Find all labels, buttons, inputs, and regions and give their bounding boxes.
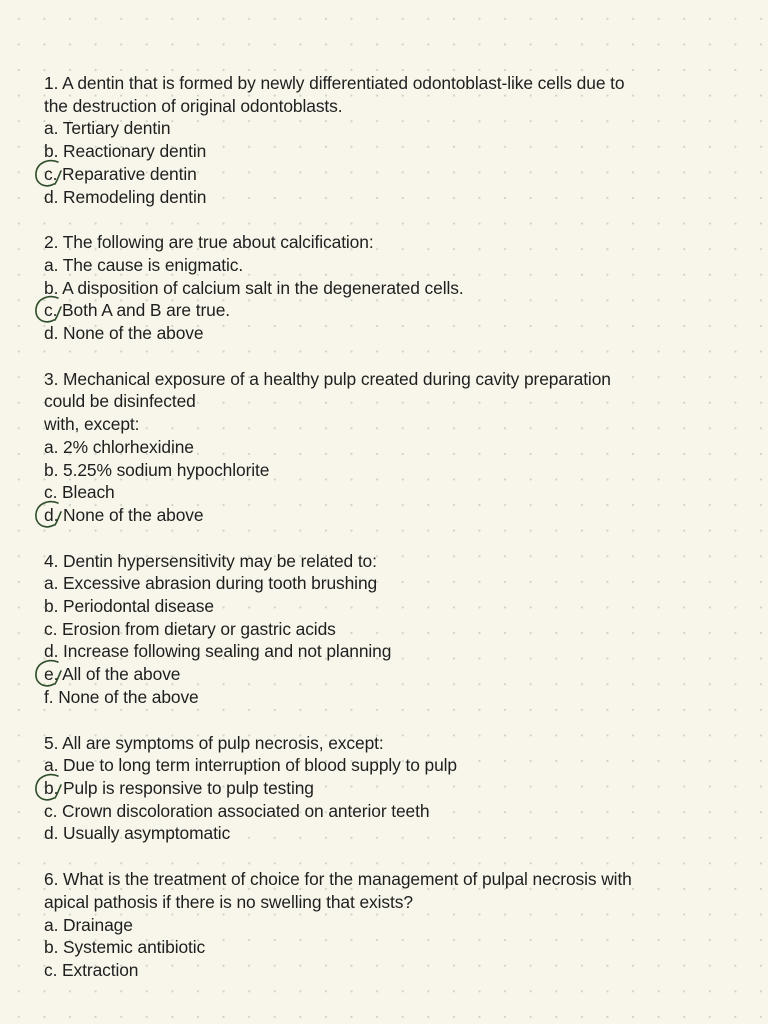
- answer-option-text: d. None of the above: [44, 504, 204, 525]
- answer-option-text: b. Reactionary dentin: [44, 141, 207, 162]
- question-1: [44, 72, 724, 208]
- answer-option-d: [44, 640, 724, 663]
- question-3: [44, 368, 724, 527]
- answer-option-c: [44, 163, 724, 186]
- answer-option-text: c. Both A and B are true.: [44, 300, 231, 321]
- question-stem-line: apical pathosis if there is no swelling that exists?: [44, 891, 413, 912]
- answer-option-c: [44, 481, 724, 504]
- answer-option-a: [44, 914, 724, 937]
- answer-option-b: [44, 140, 724, 163]
- answer-option-b: [44, 777, 724, 800]
- answer-option-c: [44, 618, 724, 641]
- answer-option-text: b. 5.25% sodium hypochlorite: [44, 459, 270, 480]
- answer-option-d: [44, 822, 724, 845]
- answer-option-b: [44, 459, 724, 482]
- answer-option-text: d. Increase following sealing and not planning: [44, 641, 392, 662]
- answer-option-text: c. Erosion from dietary or gastric acids: [44, 618, 336, 639]
- answer-option-a: [44, 572, 724, 595]
- answer-option-text: c. Crown discoloration associated on anterior teeth: [44, 800, 430, 821]
- answer-option-b: [44, 277, 724, 300]
- answer-option-c: [44, 959, 724, 982]
- answer-option-a: [44, 254, 724, 277]
- answer-option-a: [44, 754, 724, 777]
- answer-option-text: d. Remodeling dentin: [44, 186, 207, 207]
- answer-option-text: d. None of the above: [44, 323, 204, 344]
- answer-option-text: f. None of the above: [44, 686, 199, 707]
- question-stem-line: 3. Mechanical exposure of a healthy pulp created during cavity preparation: [44, 368, 611, 389]
- answer-option-a: [44, 436, 724, 459]
- answer-option-text: e. All of the above: [44, 664, 181, 685]
- question-6: [44, 868, 724, 982]
- answer-option-text: b. Periodontal disease: [44, 596, 214, 617]
- question-4: [44, 550, 724, 709]
- question-stem-line: 4. Dentin hypersensitivity may be related to:: [44, 550, 377, 571]
- answer-option-c: [44, 299, 724, 322]
- question-stem-line: the destruction of original odontoblasts.: [44, 95, 343, 116]
- answer-option-c: [44, 800, 724, 823]
- question-stem-line: 2. The following are true about calcification:: [44, 232, 374, 253]
- answer-option-text: a. Due to long term interruption of blood supply to pulp: [44, 755, 457, 776]
- answer-option-e: [44, 663, 724, 686]
- answer-option-d: [44, 504, 724, 527]
- answer-option-text: c. Bleach: [44, 482, 115, 503]
- answer-option-text: d. Usually asymptomatic: [44, 823, 231, 844]
- answer-option-a: [44, 117, 724, 140]
- answer-option-text: a. Tertiary dentin: [44, 118, 171, 139]
- answer-option-text: a. Excessive abrasion during tooth brushing: [44, 573, 378, 594]
- answer-option-text: b. Pulp is responsive to pulp testing: [44, 777, 314, 798]
- answer-option-text: c. Extraction: [44, 959, 139, 980]
- question-stem-line: 6. What is the treatment of choice for the management of pulpal necrosis with: [44, 869, 632, 890]
- question-stem-line: could be disinfected: [44, 391, 196, 412]
- question-2: [44, 231, 724, 345]
- answer-option-text: a. Drainage: [44, 914, 133, 935]
- question-stem-line: 1. A dentin that is formed by newly differentiated odontoblast-like cells due to: [44, 73, 625, 93]
- answer-option-b: [44, 595, 724, 618]
- answer-option-text: c. Reparative dentin: [44, 163, 197, 184]
- answer-option-d: [44, 322, 724, 345]
- answer-option-d: [44, 186, 724, 209]
- answer-option-text: a. The cause is enigmatic.: [44, 254, 244, 275]
- question-stem-line: 5. All are symptoms of pulp necrosis, except:: [44, 732, 384, 753]
- answer-option-text: a. 2% chlorhexidine: [44, 436, 194, 457]
- answer-option-text: b. Systemic antibiotic: [44, 937, 206, 958]
- answer-option-f: [44, 686, 724, 709]
- answer-option-b: [44, 936, 724, 959]
- quiz-page: [44, 72, 724, 1005]
- answer-option-text: b. A disposition of calcium salt in the degenerated cells.: [44, 277, 464, 298]
- question-stem-line: with, except:: [44, 414, 140, 435]
- question-5: [44, 732, 724, 846]
